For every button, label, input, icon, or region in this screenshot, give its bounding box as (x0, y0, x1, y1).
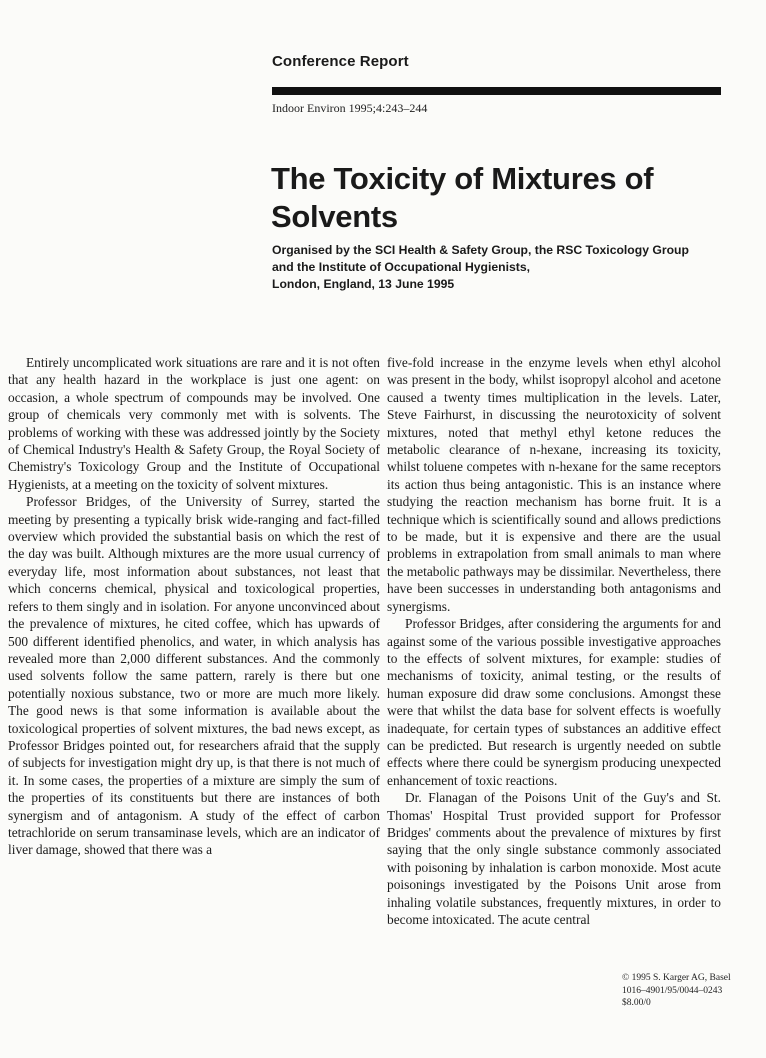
body-paragraph: Dr. Flanagan of the Poisons Unit of the Guy's and St. Thomas' Hospital Trust provided support for Professor Bridges' comments about the prevalence of mixtures by first saying that the only single substance commonly associated with poisoning by inhalation is carbon monoxide. Most acute poisonings investigated by the Poisons Unit arose from inhaling volatile substances, frequently mixtures, in order to become intoxicated. The acute central (387, 790, 721, 927)
organiser-line: London, England, 13 June 1995 (272, 277, 455, 291)
body-paragraph: Professor Bridges, of the University of Surrey, started the meeting by presenting a typically brisk wide-ranging and fact-filled overview which provided the substantial basis on which the rest of the day was built. Although mixtures are the more usual currency of everyday life, most information about substances, not least that which concerns chemical, physical and toxicological properties, refers to them singly and in isolation. For anyone unconvinced about the prevalence of mixtures, he cited coffee, which has upwards of 500 different identified phenolics, and water, in which analysis has revealed more than 2,000 different substances. And the commonly used solvents follow the same pattern, rarely is there but one potentially noxious substance, two or more are much more likely. The good news is that some information is available about the toxicological properties of solvent mixtures, the bad news except, as Professor Bridges pointed out, for researchers afraid that the supply of subjects for investigation might dry up, is that there is not much of it. In some cases, the properties of a mixture are simply the sum of the properties of its constituents but there are instances of both synergism and of antagonism. A study of the effect of carbon tetrachloride on serum transaminase levels, which are an indicator of liver damage, showed that there was a (8, 494, 380, 858)
copyright-line: 1016–4901/95/0044–0243 (622, 985, 723, 996)
copyright-notice (622, 972, 731, 1010)
organiser-block (272, 242, 732, 293)
copyright-line: $8.00/0 (622, 998, 651, 1008)
section-label: Conference Report (272, 53, 409, 70)
body-paragraph: Professor Bridges, after considering the arguments for and against some of the various possible investigative approaches to the effects of solvent mixtures, for example: studies of mechanisms of toxicity, animal testing, or the results of human exposure did draw some conclusions. Amongst these were that whilst the data base for solvent effects is woefully inadequate, for certain types of substances an additive effect can be predicted. But research is urgently needed on subtle effects where there could be synergism producing unexpected enhancement of toxic reactions. (387, 616, 721, 788)
copyright-line: © 1995 S. Karger AG, Basel (622, 973, 731, 983)
organiser-line: Organised by the SCI Health & Safety Group, the RSC Toxicology Group (272, 243, 689, 257)
organiser-line: and the Institute of Occupational Hygienists, (272, 260, 530, 274)
article-title: The Toxicity of Mixtures of Solvents (271, 161, 654, 234)
right-column (387, 354, 721, 928)
body-paragraph: Entirely uncomplicated work situations are rare and it is not often that any health hazard in the workplace is just one agent: on occasion, a whole spectrum of compounds may be involved. One group of chemicals very commonly met with is solvents. The problems of working with these was addressed jointly by the Society of Chemical Industry's Health & Safety Group, the Royal Society of Chemistry's Toxicology Group and the Institute of Occupational Hygienists, at a meeting on the toxicity of solvent mixtures. (8, 355, 380, 492)
left-column (8, 354, 380, 859)
journal-citation: Indoor Environ 1995;4:243–244 (272, 101, 428, 115)
body-paragraph: five-fold increase in the enzyme levels when ethyl alcohol was present in the body, whilst isopropyl alcohol and acetone caused a twenty times multiplication in the levels. Later, Steve Fairhurst, in discussing the neurotoxicity of solvent mixtures, noted that methyl ethyl ketone reduces the metabolic clearance of n-hexane, increasing its toxicity, whilst toluene competes with n-hexane for the same receptors its action thus being antagonistic. This is an instance where studying the reaction mechanism has borne fruit. It is a technique which is scientifically sound and allows predictions to be made, but it is expensive and there are the usual problems in extrapolation from small animals to man where the metabolic pathways may be dissimilar. Nevertheless, there have been successes in understanding both antagonisms and synergisms. (387, 355, 721, 614)
header-rule (272, 87, 721, 95)
